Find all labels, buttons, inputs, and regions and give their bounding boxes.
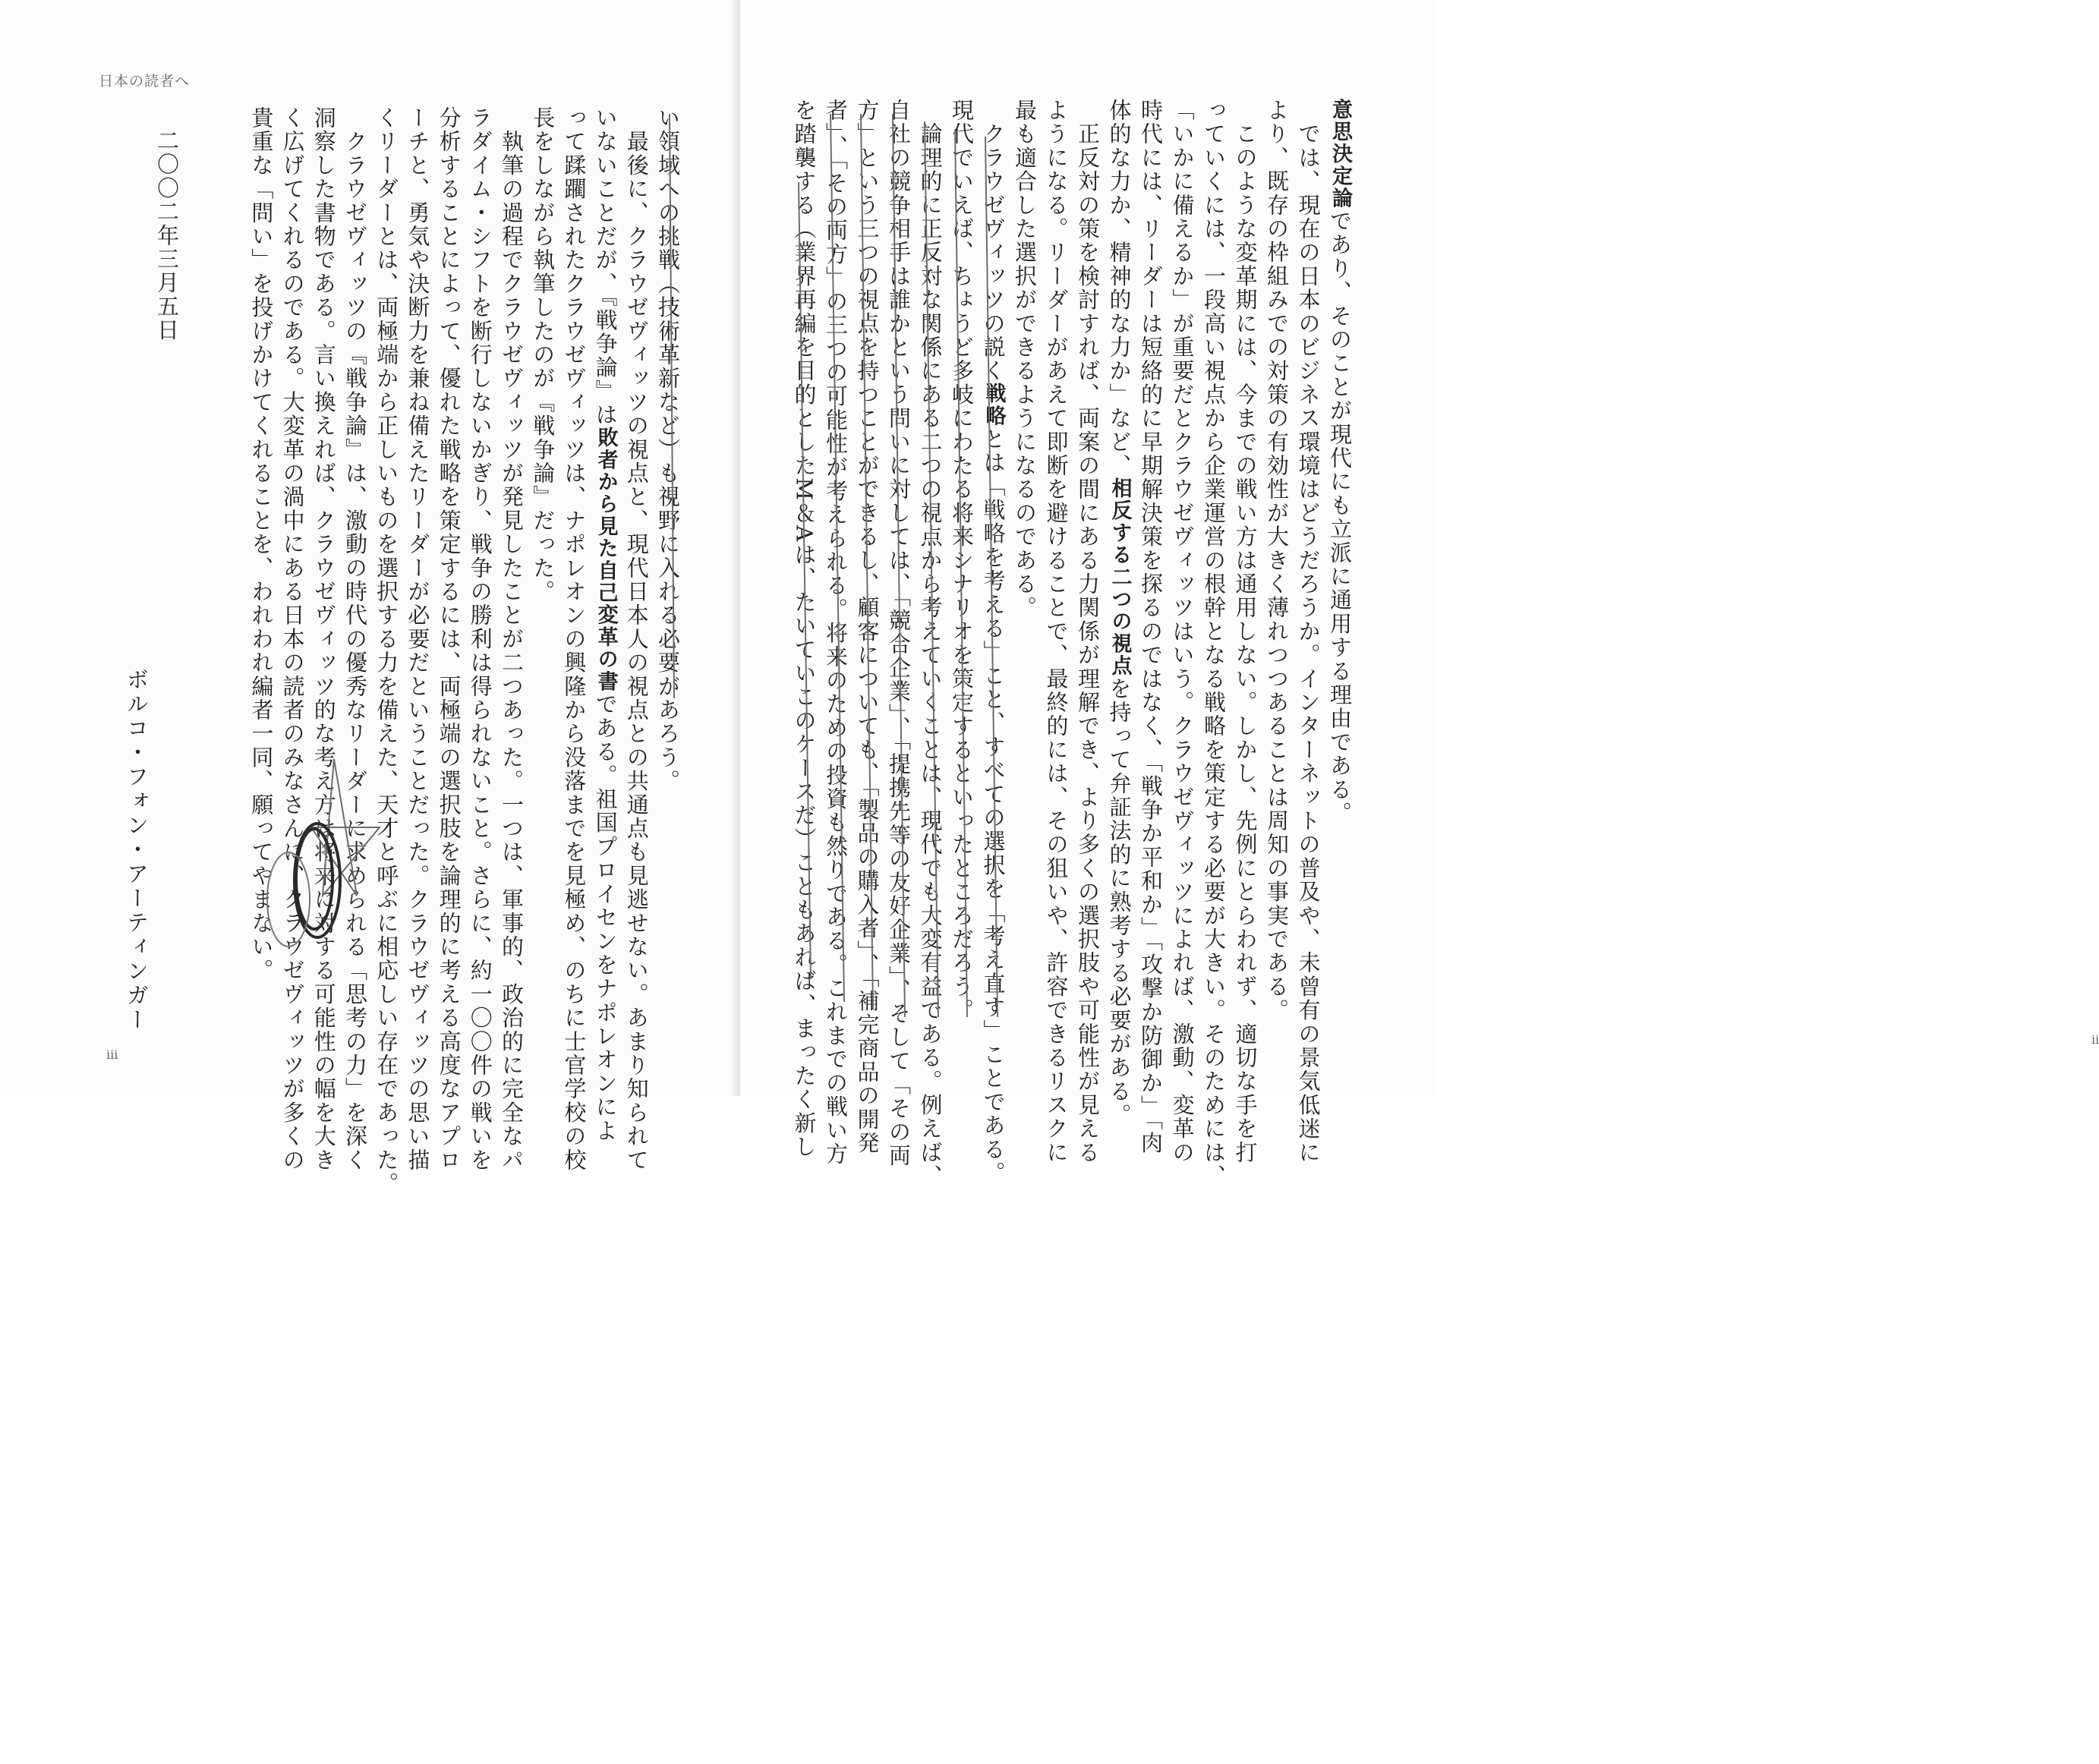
text-line: [1105, 99, 1135, 1195]
text-segment: 時代には、リーダーは短絡的に早期解決策を探るのではなく、「戦争か平和か」「攻撃か防御か」「肉: [1138, 99, 1164, 1155]
text-line: [947, 99, 977, 1195]
text-segment: を踏襲する（業界再編を目的としたM＆Aは、たいていこのケースだ）こともあれば、まったく新し: [791, 99, 818, 1159]
text-segment: 執筆の過程でクラウゼヴィッツが発見したことが二つあった。一つは、軍事的、政治的に完全なパ: [499, 106, 525, 1172]
text-line: [1136, 99, 1166, 1195]
text-segment: である。祖国プロイセンをナポレオンによ: [592, 692, 619, 1143]
text-line: [1168, 99, 1198, 1195]
left-page: [0, 0, 740, 1196]
text-segment: 者」、「その両方」の三つの可能性が考えられる。将来のための投資も然りである。これまでの戦い方: [823, 99, 849, 1167]
text-segment: 貴重な「問い」を投げかけてくれることを、われわれ編者一同、願ってやまない。: [248, 106, 275, 983]
running-header: 日本の読者へ: [99, 73, 191, 90]
text-line: [1010, 99, 1040, 1195]
text-line: [309, 106, 339, 1202]
text-line: [653, 106, 683, 1202]
text-segment: ーチと、勇気や決断力を兼ね備えたリーダーが必要だということだった。クラウゼヴィッツの思い描: [405, 106, 431, 1172]
text-line: [528, 106, 558, 1202]
text-segment: く広げてくれるのである。大変革の渦中にある日本の読者のみなさんに、クラウゼヴィッツが多くの: [279, 106, 306, 1172]
text-segment: くリーダーとは、両極端から正しいものを選択する力を備えた、天才と呼ぶに相応しい存在であった。: [373, 106, 400, 1196]
text-segment: っていくには、一段高い視点から企業運営の根幹となる戦略を策定する必要が大きい。そのためには、: [1201, 99, 1227, 1189]
date-line: 二〇〇二年三月五日: [154, 129, 180, 342]
text-segment: 「いかに備えるか」が重要だとクラウゼヴィッツはいう。クラウゼヴィッツによれば、激動、変革の: [1169, 99, 1196, 1164]
text-line: [278, 106, 308, 1202]
right-page: [740, 0, 2099, 1189]
text-segment: 方」という三つの視点を持つことができるし、顧客についても、「製品の購入者」、「補完商品の開発: [854, 99, 881, 1155]
page-number-right: ii: [2091, 1032, 2099, 1047]
text-line: [496, 106, 527, 1202]
text-line: [371, 106, 402, 1202]
text-segment: ラダイム・シフトを断行しないかぎり、戦争の勝利は得られないこと。さらに、約一〇〇件の戦いを: [467, 106, 493, 1172]
text-line: [1073, 99, 1103, 1195]
text-line: [884, 99, 914, 1195]
text-line: [1042, 99, 1072, 1195]
text-segment: では、現在の日本のビジネス環境はどうだろうか。インターネットの普及や、未曾有の景気低迷に: [1295, 99, 1322, 1164]
text-segment: 体的な力か、精神的な力か」など、: [1106, 99, 1133, 478]
text-segment: い領域への挑戦（技術革新など）も視野に入れる必要があろう。: [655, 106, 681, 793]
text-segment: 長をしながら執筆したのが『戦争論』だった。: [530, 106, 556, 604]
bold-phrase: 相反する二つの視点: [1108, 477, 1132, 678]
text-line: [465, 106, 496, 1202]
text-segment: であり、そのことが現代にも立派に通用する理由である。: [1327, 209, 1353, 826]
text-line: [979, 99, 1009, 1195]
text-line: [1325, 99, 1355, 1195]
text-segment: 自社の競争相手は誰かという問いに対しては、「競合企業」、「提携先等の友好企業」、そして「その両: [886, 99, 912, 1168]
text-line: [559, 106, 589, 1202]
text-line: [1231, 99, 1261, 1195]
text-segment: クラウゼヴィッツの説く: [980, 99, 1007, 383]
text-segment: いないことだが、『戦争論』は: [592, 106, 619, 427]
text-line: [622, 106, 652, 1202]
text-segment: 分析することによって、優れた戦略を策定するには、両極端の選択肢を論理的に考える高度なアプロ: [436, 106, 462, 1172]
text-line: [1294, 99, 1324, 1195]
bold-phrase: 敗者から見た自己変革の書: [594, 427, 618, 693]
text-segment: を持って弁証法的に熟考する必要がある。: [1106, 677, 1133, 1127]
text-line: [402, 106, 433, 1202]
text-line: [591, 106, 621, 1202]
text-line: [853, 99, 883, 1195]
text-line: [1262, 99, 1292, 1195]
text-segment: クラウゼヴィッツの『戦争論』は、激動の時代の優秀なリーダーに求められる「思考の力」を深く: [342, 106, 368, 1172]
text-line: [434, 106, 465, 1202]
text-segment: って蹂躙されたクラウゼヴィッツは、ナポレオンの興隆から没落までを見極め、のちに士官学校の校: [561, 106, 588, 1172]
text-segment: 最も適合した選択ができるようになるのである。: [1012, 99, 1038, 620]
text-line: [821, 99, 851, 1195]
text-segment: このような変革期には、今までの戦い方は通用しない。しかし、先例にとらわれず、適切な手を打: [1232, 99, 1259, 1164]
text-line: [246, 106, 276, 1202]
bold-phrase: 意思決定論: [1328, 99, 1352, 209]
text-segment: 現代でいえば、ちょうど多岐にわたる将来シナリオを策定するといったところだろう。: [949, 99, 975, 1022]
text-segment: ようになる。リーダーがあえて即断を避けることで、最終的には、その狙いや、許容できるリスクに: [1043, 99, 1070, 1164]
text-segment: 論理的に正反対な関係にある二つの視点から考えていくことは、現代でも大変有益である。例えば、: [917, 99, 944, 1189]
text-line: [789, 99, 820, 1195]
text-segment: 洞察した書物である。言い換えれば、クラウゼヴィッツ的な考え方は将来に対する可能性の幅を大き: [310, 106, 337, 1172]
text-segment: より、既存の枠組みでの対策の有効性が大きく薄れつつあることは周知の事実である。: [1264, 99, 1290, 1022]
page-number-left: iii: [106, 1047, 118, 1062]
text-segment: とは「戦略を考える」こと、すべての選択を「考え直す」ことである。: [980, 427, 1007, 1186]
text-segment: 正反対の策を検討すれば、両案の間にある力関係が理解でき、より多くの選択肢や可能性が見える: [1075, 99, 1101, 1164]
text-segment: 最後に、クラウゼヴィッツの視点と、現代日本人の視点との共通点も見逃せない。あまり知られて: [623, 106, 650, 1172]
signature-line: ボルコ・フォン・アーティンガー: [124, 668, 150, 1032]
text-line: [916, 99, 946, 1195]
text-line: [340, 106, 370, 1202]
text-line: [1199, 99, 1229, 1195]
bold-phrase: 戦略: [982, 383, 1006, 427]
